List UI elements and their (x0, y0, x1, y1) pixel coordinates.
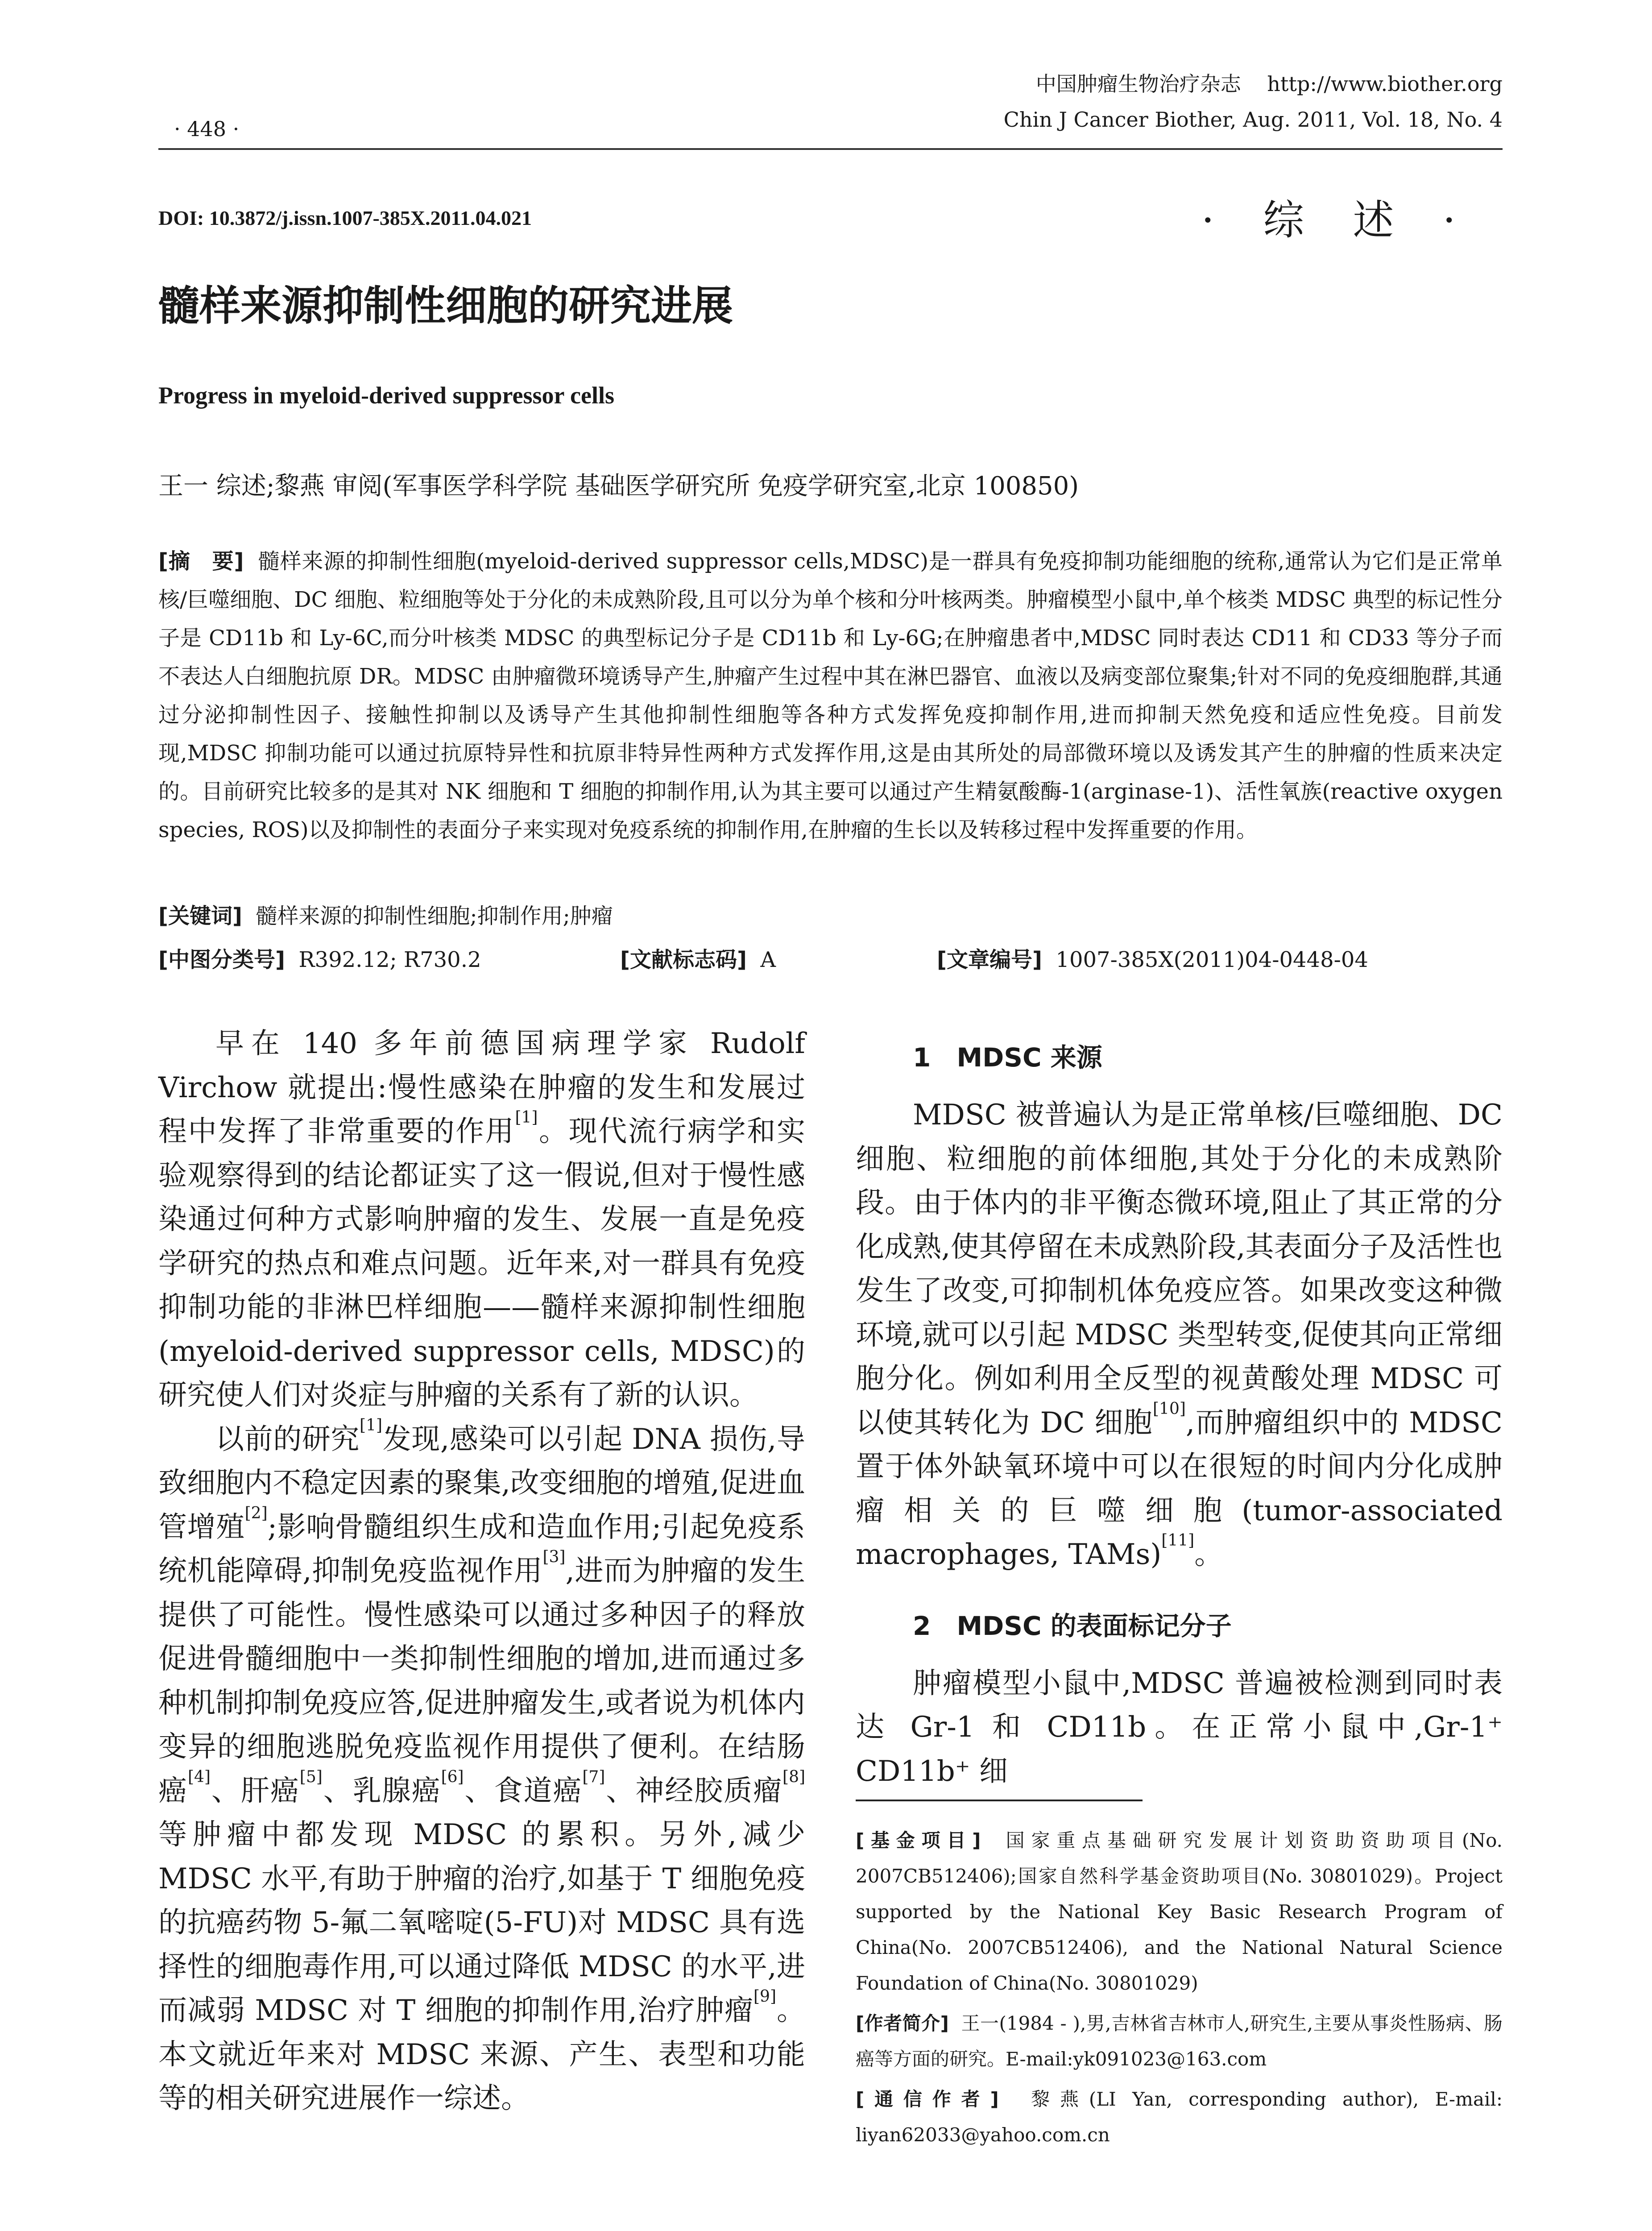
citation: [11] (1161, 1531, 1195, 1550)
article-number (937, 942, 1368, 973)
body-left-column (158, 1022, 805, 2121)
clc-value: R392.12; R730.2 (298, 947, 481, 972)
fund-label: [基金项目] (856, 1829, 981, 1851)
text-run: 、乳腺癌 (322, 1774, 441, 1808)
keywords (158, 897, 1503, 935)
abstract-label: [摘 要] (158, 549, 244, 574)
citation: [1] (515, 1108, 538, 1127)
paragraph (158, 1022, 805, 1418)
citation: [4] (187, 1767, 211, 1786)
footnote-author (856, 2006, 1503, 2077)
section-tag: · 综 述 · (1201, 196, 1474, 244)
doi: DOI: 10.3872/j.issn.1007-385X.2011.04.021 (158, 207, 532, 229)
abstract (158, 542, 1503, 849)
doc-code-label: [文献标志码] (620, 947, 747, 972)
text-run: 、神经胶质瘤 (605, 1774, 783, 1808)
text-run: 。本文就近年来对 MDSC 来源、产生、表型和功能等的相关研究进展作一综述。 (158, 1994, 806, 2115)
abstract-text: 髓样来源的抑制性细胞(myeloid-derived suppressor cells,MDSC)是一群具有免疫抑制功能细胞的统称,通常认为它们是正常单核/巨噬细胞、DC 细胞、粒细胞等处于分化的未成熟阶段,且可以分为单个核和分叶核两类。肿瘤模型小鼠中,单个核类 MDSC 典型的标记性分子是 CD11b 和 Ly-6C,而分叶核类 MDSC 的典型标记分子是 CD11b 和 Ly-6G;在肿瘤患者中,MDSC 同时表达 CD11 和 CD33 等分子而不表达人白细胞抗原 DR。MDSC 由肿瘤微环境诱导产生,肿瘤产生过程中其在淋巴器官、血液以及病变部位聚集;针对不同的免疫细胞群,其通过分泌抑制性因子、接触性抑制以及诱导产生其他抑制性细胞等各种方式发挥免疫抑制作用,进而抑制天然免疫和适应性免疫。目前发现,MDSC 抑制功能可以通过抗原特异性和抗原非特异性两种方式发挥作用,这是由其所处的局部微环境以及诱发其产生的肿瘤的性质来决定的。目前研究比较多的是其对 NK 细胞和 T 细胞的抑制作用,认为其主要可以通过产生精氨酸酶-1(arginase-1)、活性氧族(reactive oxygen species, ROS)以及抑制性的表面分子来实现对免疫系统的抑制作用,在肿瘤的生长以及转移过程中发挥重要的作用。 (158, 549, 1503, 842)
citation: [5] (299, 1767, 323, 1786)
authors-affiliation: 王一 综述;黎燕 审阅(军事医学科学院 基础医学研究所 免疫学研究室,北京 100850) (158, 472, 1079, 501)
doc-code-value: A (760, 947, 776, 972)
citation: [1] (360, 1416, 383, 1435)
fund-text: 国家重点基础研究发展计划资助资助项目(No. 2007CB512406);国家自然科学基金资助项目(No. 30801029)。Project supported by the National Key Basic Research Program of China(No. 2007CB512406), and the National Natural Science Foundation of China(No. 30801029) (856, 1829, 1503, 1994)
citation: [6] (441, 1767, 464, 1786)
body-right-column (856, 1022, 1503, 1793)
title-english: Progress in myeloid-derived suppressor cells (158, 382, 614, 409)
text-run: 发现,感染可以引起 DNA 损伤,导致细胞内不稳定因素的聚集,改变细胞的增殖,促进血管增殖 (158, 1422, 806, 1544)
section-heading-2: 2 MDSC 的表面标记分子 (913, 1610, 1232, 1641)
text-run: 、食道癌 (464, 1774, 583, 1808)
citation: [3] (542, 1548, 566, 1566)
paragraph (856, 1093, 1503, 1577)
text-run: MDSC 被普遍认为是正常单核/巨噬细胞、DC 细胞、粒细胞的前体细胞,其处于分化的未成熟阶段。由于体内的非平衡态微环境,阻止了其正常的分化成熟,使其停留在未成熟阶段,其表面分子及活性也发生了改变,可抑制机体免疫应答。如果改变这种微环境,就可以引起 MDSC 类型转变,促使其向正常细胞分化。例如利用全反型的视黄酸处理 MDSC 可以使其转化为 DC 细胞 (856, 1099, 1503, 1439)
footnote-fund (856, 1823, 1503, 2001)
citation: [8] (783, 1767, 806, 1786)
author-label: [作者简介] (856, 2012, 949, 2034)
page-number: · 448 · (174, 117, 240, 141)
footnote-correspondence (856, 2082, 1503, 2153)
journal-name-cn: 中国肿瘤生物治疗杂志 (1035, 72, 1241, 96)
text-run: 、肝癌 (210, 1774, 300, 1808)
document-code (620, 942, 776, 973)
paragraph (158, 1418, 805, 2121)
citation: [9] (754, 1987, 777, 2006)
citation: [10] (1153, 1399, 1186, 1418)
citation: [7] (582, 1767, 605, 1786)
running-header-line1 (1036, 66, 1503, 102)
keywords-text: 髓样来源的抑制性细胞;抑制作用;肿瘤 (256, 904, 613, 929)
text-run: ,而肿瘤组织中的 MDSC 置于体外缺氧环境中可以在很短的时间内分化成肿瘤相关的巨噬细胞(tumor-associated macrophages, TAMs) (856, 1406, 1503, 1571)
footnotes (856, 1823, 1503, 2157)
paragraph: 肿瘤模型小鼠中,MDSC 普遍被检测到同时表达 Gr-1 和 CD11b。在正常小鼠中,Gr-1⁺ CD11b⁺ 细 (856, 1667, 1503, 1788)
text-run: 。现代流行病学和实验观察得到的结论都证实了这一假说,但对于慢性感染通过何种方式影响肿瘤的发生、发展一直是免疫学研究的热点和难点问题。近年来,对一群具有免疫抑制功能的非淋巴样细胞——髓样来源抑制性细胞(myeloid-derived suppressor cells, MDSC)的研究使人们对炎症与肿瘤的关系有了新的认识。 (158, 1115, 806, 1412)
title-chinese: 髓样来源抑制性细胞的研究进展 (158, 282, 733, 330)
journal-url: http://www.biother.org (1267, 72, 1503, 96)
text-run: 等肿瘤中都发现 MDSC 的累积。另外,减少 MDSC 水平,有助于肿瘤的治疗,如基于 T 细胞免疫的抗癌药物 5-氟二氧嘧啶(5-FU)对 MDSC 具有选择性的细胞毒作用,可以通过降低 MDSC 的水平,进而减弱 MDSC 对 T 细胞的抑制作用,治疗肿瘤 (158, 1818, 805, 2027)
text-run: 早在 140 多年前德国病理学家 Rudolf Virchow 就提出:慢性感染在肿瘤的发生和发展过程中发挥了非常重要的作用 (158, 1027, 805, 1148)
journal-citation-line: Chin J Cancer Biother, Aug. 2011, Vol. 18, No. 4 (1003, 108, 1503, 132)
clc-label: [中图分类号] (158, 947, 285, 972)
clc-number (158, 942, 481, 973)
header-rule (158, 148, 1503, 150)
keywords-label: [关键词] (158, 904, 242, 929)
text-run: 。 (1194, 1538, 1223, 1571)
author-text: 王一(1984 - ),男,吉林省吉林市人,研究生,主要从事炎性肠病、肠癌等方面的研究。E-mail:yk091023@163.com (856, 2012, 1503, 2070)
corr-label: [通信作者] (856, 2088, 999, 2110)
text-run: 以前的研究 (215, 1422, 360, 1456)
corr-text: 黎燕(LI Yan, corresponding author), E-mail: liyan62033@yahoo.com.cn (856, 2088, 1503, 2146)
article-no-label: [文章编号] (937, 947, 1042, 972)
footnote-rule (856, 1800, 1143, 1801)
text-run: ,进而为肿瘤的发生提供了可能性。慢性感染可以通过多种因子的释放促进骨髓细胞中一类抑制性细胞的增加,进而通过多种机制抑制免疫应答,促进肿瘤发生,或者说为机体内变异的细胞逃脱免疫监视作用提供了便利。在结肠癌 (158, 1555, 806, 1808)
citation: [2] (244, 1504, 268, 1522)
section-heading-1: 1 MDSC 来源 (913, 1042, 1102, 1073)
text-run: ;影响骨髓组织生成和造血作用;引起免疫系统机能障碍,抑制免疫监视作用 (158, 1510, 806, 1588)
article-no-value: 1007-385X(2011)04-0448-04 (1056, 947, 1368, 972)
